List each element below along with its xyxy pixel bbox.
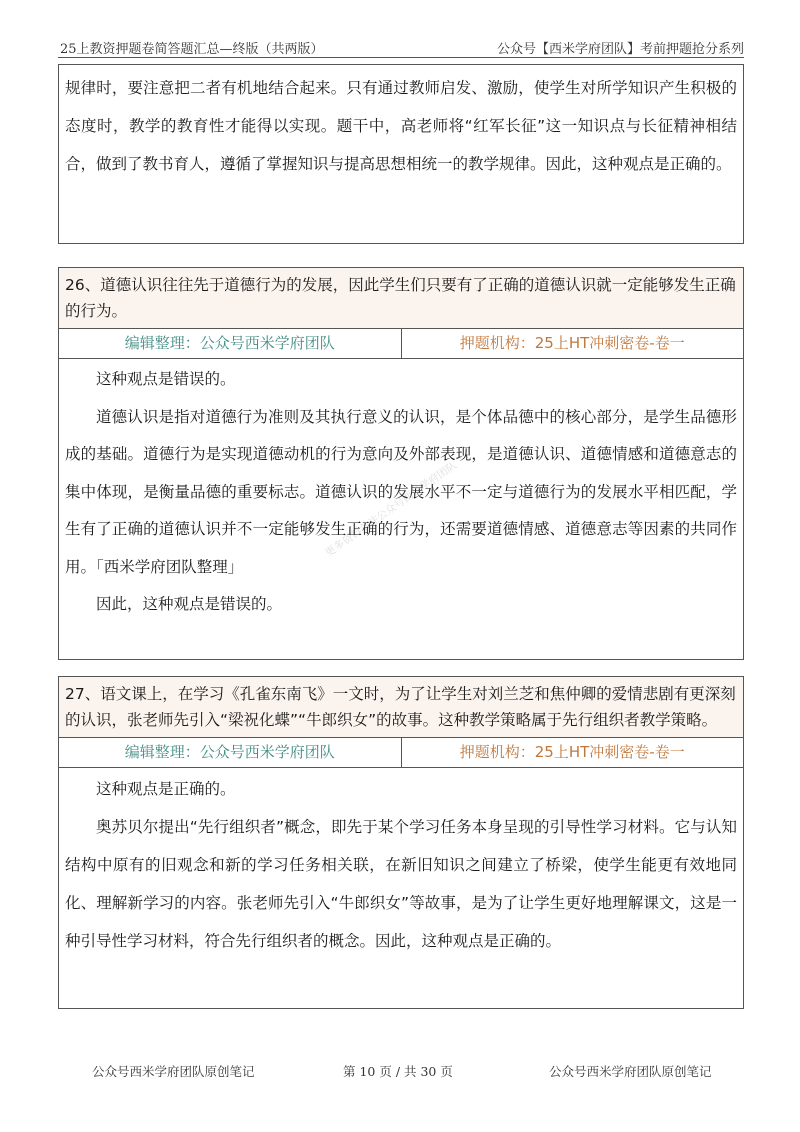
footer-left: 公众号西米学府团队原创笔记: [92, 1064, 255, 1079]
page-header: [58, 36, 744, 58]
question-text: 26、道德认识往往先于道德行为的发展，因此学生们只要有了正确的道德认识就一定能够发生正确的行为。: [59, 268, 743, 329]
answer-block: [59, 768, 743, 960]
answer-paragraph: 这种观点是错误的。: [96, 370, 236, 388]
org-label: 押题机构：25上HT冲刺密卷-卷一: [459, 334, 685, 352]
question-box-27: [58, 676, 744, 1009]
question-box-26: [58, 267, 744, 660]
question-text: 27、语文课上，在学习《孔雀东南飞》一文时，为了让学生对刘兰芝和焦仲卿的爱情悲剧有更深刻的认识，张老师先引入“梁祝化蝶”“牛郎织女”的故事。这种教学策略属于先行组织者教学策略。: [59, 677, 743, 738]
editor-label: 编辑整理：公众号西米学府团队: [59, 738, 402, 767]
editor-label: 编辑整理：公众号西米学府团队: [59, 329, 402, 358]
answer-paragraph: 道德认识是指对道德行为准则及其执行意义的认识，是个体品德中的核心部分，是学生品德形成的基础。道德行为是实现道德动机的行为意向及外部表现，是道德认识、道德情感和道德意志的集中体现，是衡量品德的重要标志。道德认识的发展水平不一定与道德行为的发展水平相匹配，学生有了正确的道德认识并不一定能够发生正确的行为，还需要道德情感、道德意志等因素的共同作用。「西米学府团队整理」: [65, 407, 737, 576]
header-title: 25上教资押题卷简答题汇总—终版（共两版）: [60, 42, 324, 57]
continuation-text: 规律时，要注意把二者有机地结合起来。只有通过教师启发、激励，使学生对所学知识产生积极的态度时，教学的教育性才能得以实现。题干中，高老师将“红军长征”这一知识点与长征精神相结合，做到了教书育人，遵循了掌握知识与提高思想相统一的教学规律。因此，这种观点是正确的。: [65, 79, 737, 173]
org-label: 押题机构：25上HT冲刺密卷-卷一: [459, 743, 685, 761]
meta-row: [59, 738, 743, 768]
answer-paragraph: 因此，这种观点是错误的。: [96, 595, 283, 613]
meta-row: [59, 329, 743, 359]
answer-paragraph: 奥苏贝尔提出“先行组织者”概念，即先于某个学习任务本身呈现的引导性学习材料。它与认知结构中原有的旧观念和新的学习任务相关联，在新旧知识之间建立了桥梁，使学生能更有效地同化、理解新学习的内容。张老师先引入“牛郎织女”等故事，是为了让学生更好地理解课文，这是一种引导性学习材料，符合先行组织者的概念。因此，这种观点是正确的。: [65, 818, 737, 950]
continuation-box: [58, 64, 744, 244]
watermark: 更多资料关注公众号西米学府团队: [323, 459, 460, 560]
header-series: 公众号【西米学府团队】考前押题抢分系列: [496, 42, 744, 57]
answer-paragraph: 这种观点是正确的。: [96, 780, 236, 798]
footer-right: 公众号西米学府团队原创笔记: [549, 1064, 712, 1079]
page-number: 第 10 页 / 共 30 页: [343, 1064, 453, 1079]
